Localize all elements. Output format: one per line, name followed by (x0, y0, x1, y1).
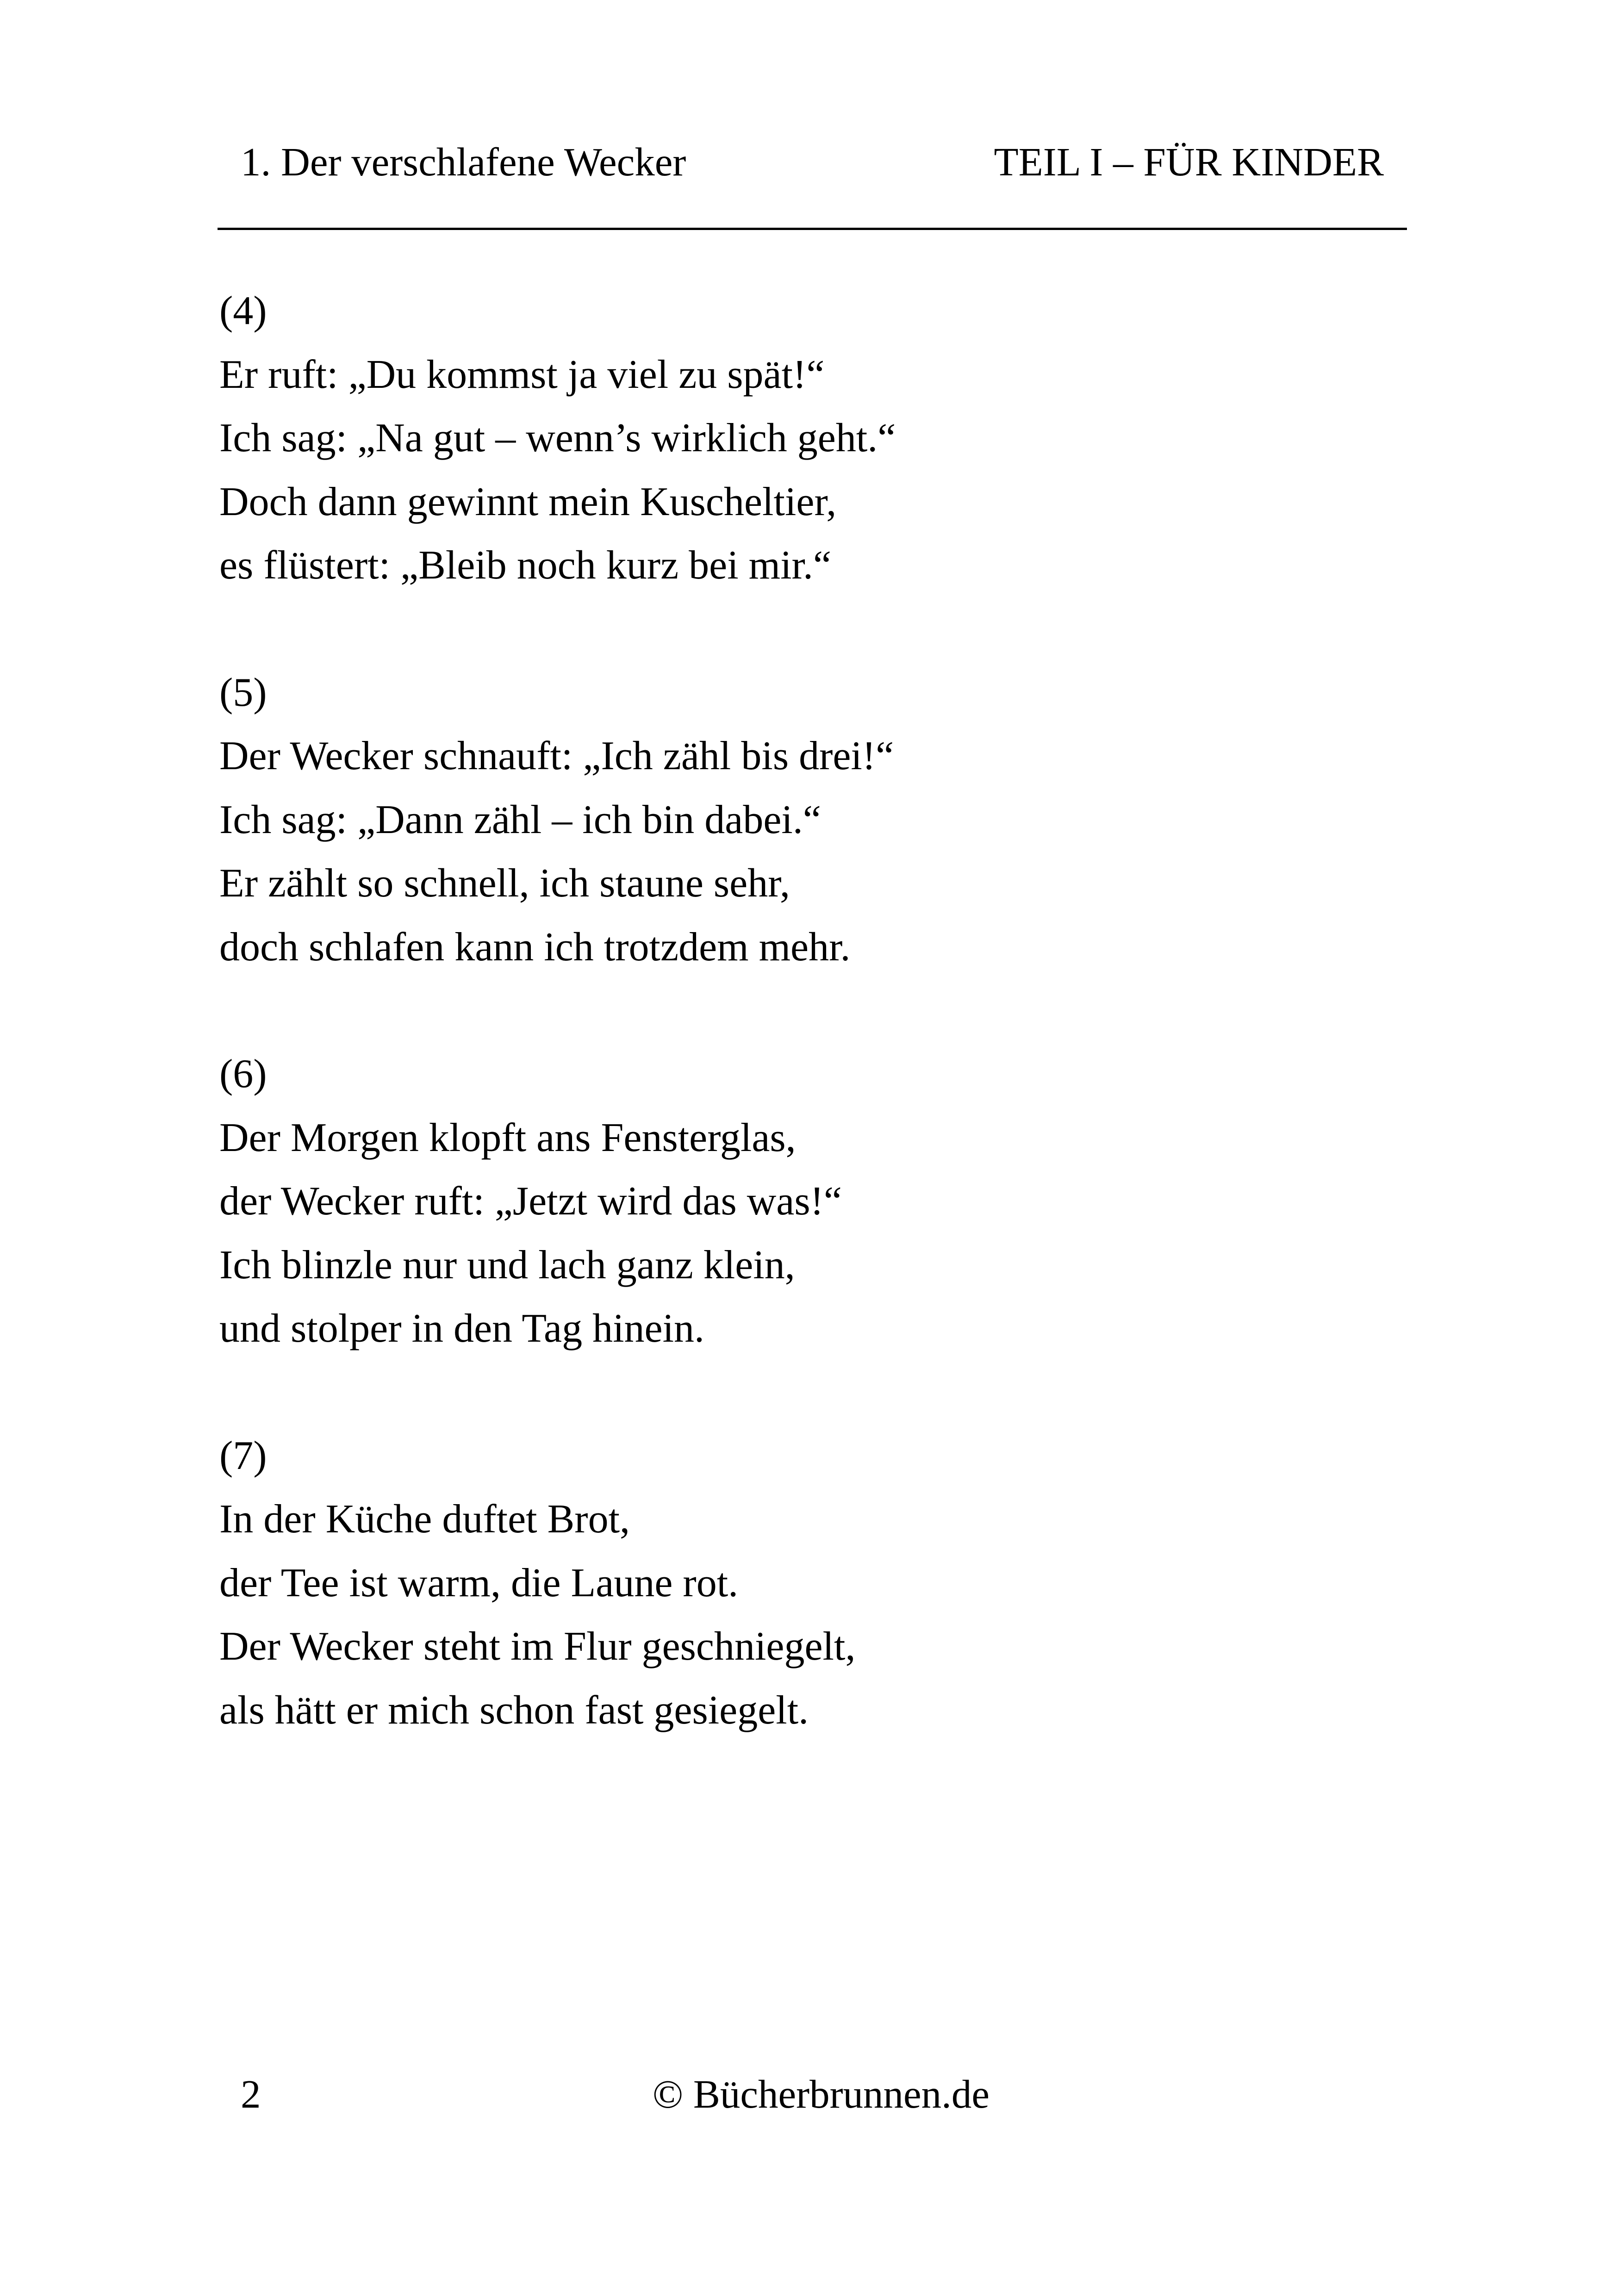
verse-line: der Tee ist warm, die Laune rot. (219, 1560, 739, 1605)
verse-line: Er zählt so schnell, ich staune sehr, (219, 861, 790, 906)
verse-line: Ich sag: „Dann zähl – ich bin dabei.“ (219, 797, 821, 842)
part-title: TEIL I – FÜR KINDER (994, 139, 1384, 184)
copyright-notice: © Bücherbrunnen.de (653, 2072, 990, 2116)
stanza-number: (7) (219, 1433, 267, 1478)
verse-line: Doch dann gewinnt mein Kuscheltier, (219, 479, 837, 524)
poem-body (219, 279, 1376, 1805)
stanza-number: (4) (219, 288, 267, 333)
verse-line: es flüstert: „Bleib noch kurz bei mir.“ (219, 543, 832, 588)
page-header (218, 120, 1407, 213)
page-footer (218, 2069, 1407, 2124)
stanza-5 (219, 661, 1376, 979)
verse-line: doch schlafen kann ich trotzdem mehr. (219, 924, 851, 970)
header-divider (218, 228, 1407, 230)
verse-line: Ich blinzle nur und lach ganz klein, (219, 1242, 795, 1288)
stanza-6 (219, 1042, 1376, 1361)
stanza-4 (219, 279, 1376, 597)
stanza-7 (219, 1424, 1376, 1742)
verse-line: Der Wecker schnauft: „Ich zähl bis drei!“ (219, 734, 894, 778)
verse-line: Der Wecker steht im Flur geschniegelt, (219, 1624, 856, 1669)
verse-line: Der Morgen klopft ans Fensterglas, (219, 1115, 796, 1160)
verse-line: Er ruft: „Du kommst ja viel zu spät!“ (219, 352, 825, 397)
page-number: 2 (241, 2072, 261, 2116)
verse-line: als hätt er mich schon fast gesiegelt. (219, 1687, 809, 1733)
chapter-title: 1. Der verschlafene Wecker (241, 139, 686, 184)
stanza-number: (5) (219, 670, 267, 715)
verse-line: Ich sag: „Na gut – wenn’s wirklich geht.“ (219, 416, 896, 460)
stanza-number: (6) (219, 1052, 267, 1096)
verse-line: In der Küche duftet Brot, (219, 1497, 630, 1542)
verse-line: und stolper in den Tag hinein. (219, 1306, 705, 1351)
verse-line: der Wecker ruft: „Jetzt wird das was!“ (219, 1179, 842, 1224)
